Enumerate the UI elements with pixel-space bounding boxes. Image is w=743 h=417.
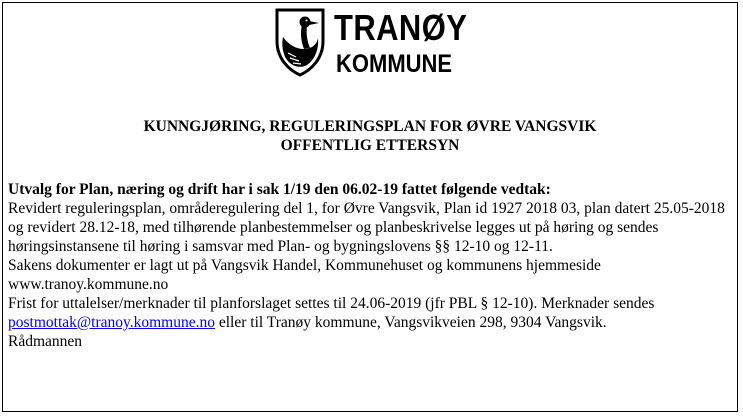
municipality-logo: [274, 7, 474, 87]
deadline-text: Frist for uttalelser/merknader til planforslaget settes til 24.06-2019 (jfr PBL § 12-10). Merknader sendes: [8, 295, 655, 312]
title-line-2: OFFENTLIG ETTERSYN: [280, 137, 460, 154]
deadline-paragraph: [8, 294, 736, 332]
logo-subtitle: KOMMUNE: [336, 50, 453, 78]
documents-paragraph: Sakens dokumenter er lagt ut på Vangsvik Handel, Kommunehuset og kommunens hjemmeside www.tranoy.kommune.no: [8, 257, 601, 293]
cormorant-crest-icon: [274, 7, 326, 77]
public-notice: [2, 2, 738, 412]
signature: Rådmannen: [8, 333, 83, 350]
notice-title: [3, 117, 737, 155]
email-link[interactable]: postmottak@tranoy.kommune.no: [8, 314, 215, 331]
logo-name: TRANØY: [334, 7, 468, 48]
decision-paragraph: Revidert reguleringsplan, områderegulering del 1, for Øvre Vangsvik, Plan id 1927 2018 03, plan datert 25.05-2018 og revidert 28.12-18, med tilhørende planbestemmelser og planbeskrivelse legges ut på høring og sendes høringsinstansene til høring i samsvar med Plan- og bygningslovens §§ 12-10 og 12-11.: [8, 200, 725, 255]
address-text: eller til Tranøy kommune, Vangsvikveien 298, 9304 Vangsvik.: [215, 314, 607, 331]
title-line-1: KUNNGJØRING, REGULERINGSPLAN FOR ØVRE VANGSVIK: [143, 118, 597, 135]
notice-body: [8, 180, 736, 351]
decision-lead: Utvalg for Plan, næring og drift har i sak 1/19 den 06.02-19 fattet følgende vedtak:: [8, 181, 551, 198]
